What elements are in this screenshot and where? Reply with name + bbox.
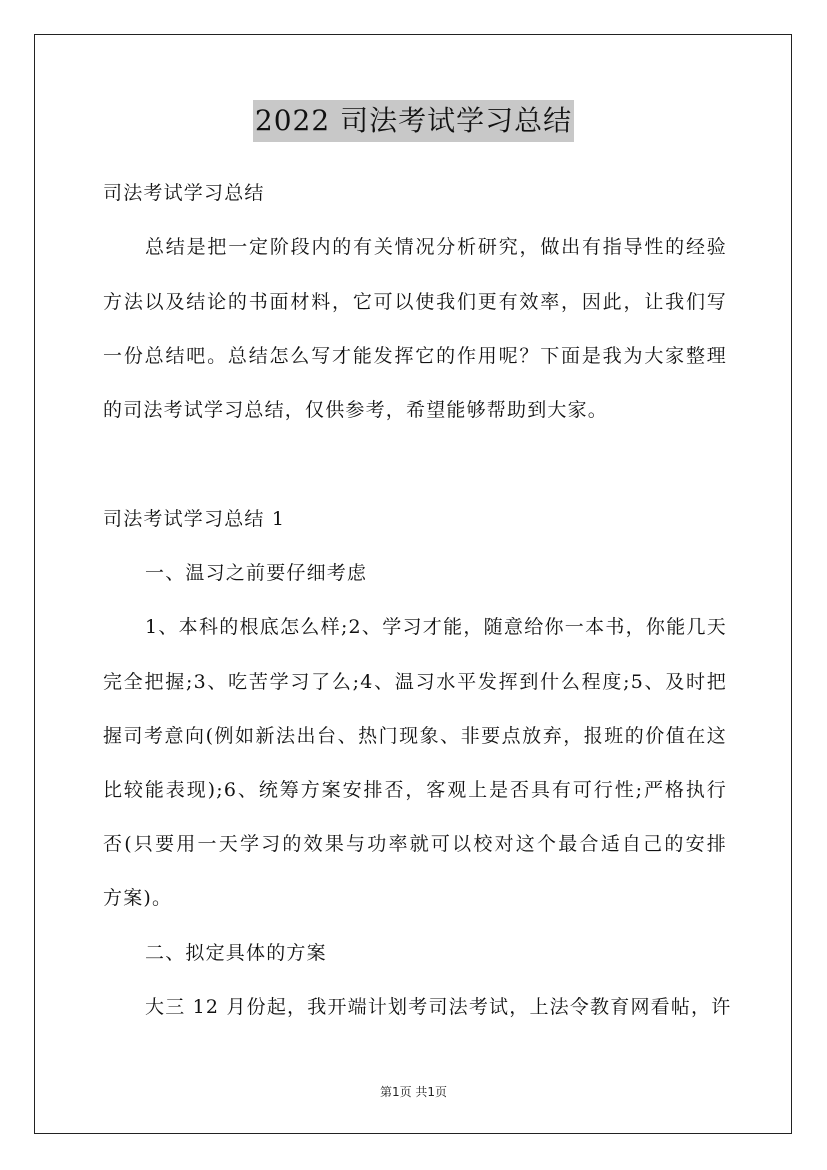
paragraph-line: 否(只要用一天学习的效果与功率就可以校对这个最合适自己的安排	[103, 833, 727, 855]
paragraph-line: 握司考意向(例如新法出台、热门现象、非要点放弃，报班的价值在这	[103, 725, 727, 747]
paragraph-line: 大三 12 月份起，我开端计划考司法考试，上法令教育网看帖，许	[145, 996, 732, 1018]
title-container	[0, 100, 827, 142]
subsection-heading: 二、拟定具体的方案	[145, 942, 327, 964]
paragraph-line: 1、本科的根底怎么样;2、学习才能，随意给你一本书，你能几天	[145, 616, 727, 638]
page-title: 2022 司法考试学习总结	[253, 100, 574, 142]
page-footer: 第1页 共1页	[379, 1085, 448, 1099]
subtitle: 司法考试学习总结	[103, 182, 265, 204]
paragraph-line: 一份总结吧。总结怎么写才能发挥它的作用呢？下面是我为大家整理	[103, 345, 727, 367]
paragraph-line: 完全把握;3、吃苦学习了么;4、温习水平发挥到什么程度;5、及时把	[103, 671, 727, 693]
paragraph-line: 的司法考试学习总结，仅供参考，希望能够帮助到大家。	[103, 399, 609, 421]
subsection-heading: 一、温习之前要仔细考虑	[145, 562, 368, 584]
paragraph-line: 方案)。	[103, 887, 173, 909]
paragraph-line: 总结是把一定阶段内的有关情况分析研究，做出有指导性的经验	[145, 236, 727, 258]
paragraph-line: 比较能表现);6、统筹方案安排否，客观上是否具有可行性;严格执行	[103, 779, 727, 801]
section-heading: 司法考试学习总结 1	[103, 508, 286, 530]
paragraph-line: 方法以及结论的书面材料，它可以使我们更有效率，因此，让我们写	[103, 291, 727, 313]
